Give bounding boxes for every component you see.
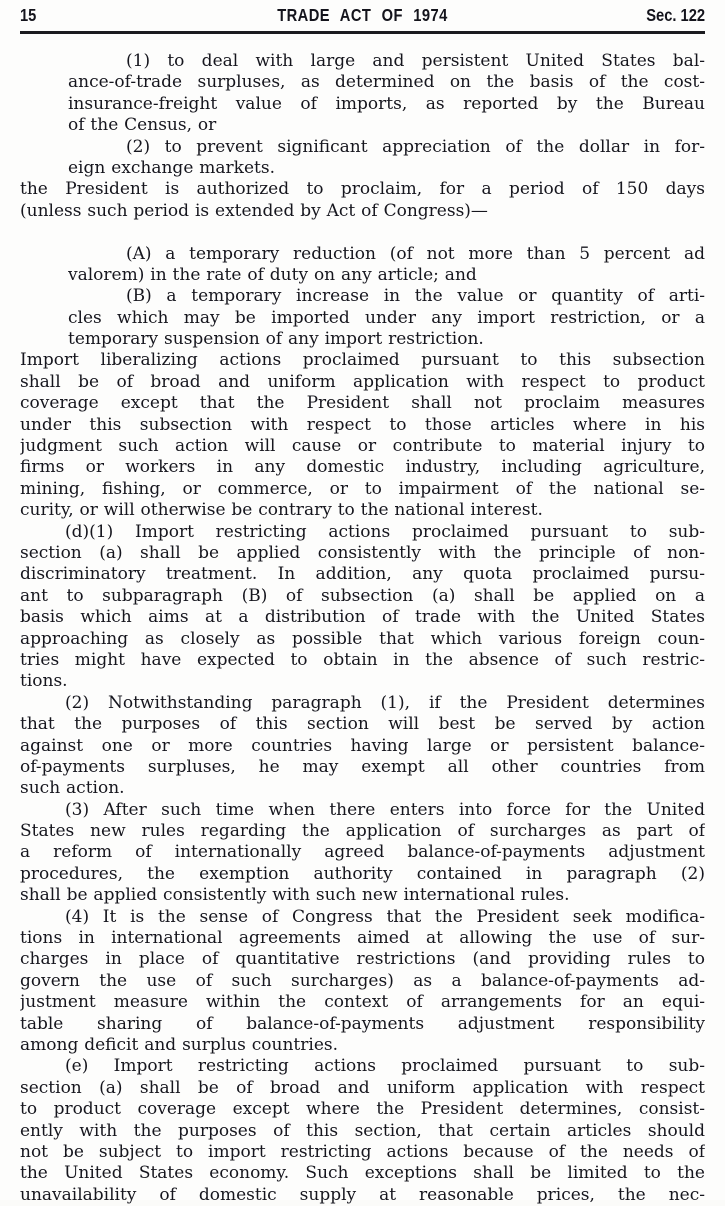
text-line: cles which may be imported under any import restriction, or a <box>68 307 705 328</box>
text-line: (B) a temporary increase in the value or quantity of arti- <box>126 286 705 307</box>
paragraph <box>20 800 705 907</box>
text-line: tions in international agreements aimed at allowing the use of sur- <box>20 928 705 949</box>
text-line: curity, or will otherwise be contrary to the national interest. <box>20 500 543 521</box>
paragraph <box>20 179 705 222</box>
text-line: coverage except that the President shall not proclaim measures <box>20 393 705 414</box>
page-number: 15 <box>20 5 37 25</box>
text-line: shall be of broad and uniform application with respect to product <box>20 371 705 392</box>
text-line: among deficit and surplus countries. <box>20 1034 339 1055</box>
text-line: valorem) in the rate of duty on any article; and <box>68 264 477 285</box>
text-line: the President is authorized to proclaim, for a period of 150 days <box>20 179 705 200</box>
text-line: table sharing of balance-of-payments adjustment responsibility <box>20 1013 705 1034</box>
text-line: ently with the purposes of this section, that certain articles should <box>20 1120 705 1141</box>
text-line: that the purposes of this section will best be served by action <box>20 714 705 735</box>
text-line: procedures, the exemption authority contained in paragraph (2) <box>20 863 705 884</box>
text-line: judgment such action will cause or contribute to material injury to <box>20 436 705 457</box>
text-line: not be subject to import restricting actions because of the needs of <box>20 1141 705 1162</box>
text-line: against one or more countries having large or persistent balance- <box>20 735 705 756</box>
text-line: tries might have expected to obtain in the absence of such restric- <box>20 649 705 670</box>
text-line: shall be applied consistently with such new international rules. <box>20 885 570 906</box>
document-body <box>20 51 705 1206</box>
text-line: section (a) shall be of broad and uniform application with respect <box>20 1077 705 1098</box>
text-line: to product coverage except where the President determines, consist- <box>20 1099 705 1120</box>
text-line: of the Census, or <box>68 115 217 136</box>
paragraph <box>68 51 705 137</box>
text-line: tions. <box>20 671 68 692</box>
text-line: temporary suspension of any import restriction. <box>68 329 484 350</box>
paragraph <box>20 350 705 521</box>
text-line: firms or workers in any domestic industry, including agriculture, <box>20 457 705 478</box>
text-line: insurance-freight value of imports, as reported by the Bureau <box>68 93 705 114</box>
text-line: section (a) shall be applied consistently with the principle of non- <box>20 542 705 563</box>
paragraph <box>68 137 705 180</box>
paragraph <box>68 286 705 350</box>
text-line: the United States economy. Such exceptions shall be limited to the <box>20 1163 705 1184</box>
text-line: (unless such period is extended by Act of Congress)— <box>20 200 488 221</box>
paragraph <box>20 1056 705 1206</box>
text-line: discriminatory treatment. In addition, any quota proclaimed pursu- <box>20 564 705 585</box>
text-line: justment measure within the context of arrangements for an equi- <box>20 992 705 1013</box>
text-line: govern the use of such surcharges) as a balance-of-payments ad- <box>20 970 705 991</box>
text-line: unavailability of domestic supply at reasonable prices, the nec- <box>20 1184 705 1205</box>
text-line: ance-of-trade surpluses, as determined on the basis of the cost- <box>68 72 705 93</box>
header-rule <box>20 31 705 34</box>
document-title: TRADE ACT OF 1974 <box>277 5 448 25</box>
text-line: mining, fishing, or commerce, or to impairment of the national se- <box>20 478 705 499</box>
section-label: Sec. 122 <box>646 5 705 25</box>
text-line: such action. <box>20 778 125 799</box>
paragraph <box>20 522 705 693</box>
text-line: eign exchange markets. <box>68 157 275 178</box>
paragraph <box>20 907 705 1057</box>
paragraph <box>20 693 705 800</box>
text-line: (A) a temporary reduction (of not more than 5 percent ad <box>126 243 705 264</box>
page-header <box>0 0 725 26</box>
text-line: approaching as closely as possible that which various foreign coun- <box>20 628 705 649</box>
text-line: Import liberalizing actions proclaimed pursuant to this subsection <box>20 350 705 371</box>
paragraph <box>68 244 705 287</box>
text-line: under this subsection with respect to those articles where in his <box>20 414 705 435</box>
text-line: (1) to deal with large and persistent United States bal- <box>126 51 705 71</box>
text-line: (2) Notwithstanding paragraph (1), if the President determines <box>65 692 705 713</box>
text-line: charges in place of quantitative restrictions (and providing rules to <box>20 949 705 970</box>
text-line: ant to subparagraph (B) of subsection (a) shall be applied on a <box>20 585 705 606</box>
text-line: (2) to prevent significant appreciation of the dollar in for- <box>126 136 705 157</box>
text-line: of-payments surpluses, he may exempt all other countries from <box>20 756 705 777</box>
text-line: (4) It is the sense of Congress that the President seek modifica- <box>65 906 705 927</box>
text-line: (3) After such time when there enters into force for the United <box>65 799 705 820</box>
text-line: basis which aims at a distribution of trade with the United States <box>20 607 705 628</box>
text-line: a reform of internationally agreed balance-of-payments adjustment <box>20 842 705 863</box>
text-line: States new rules regarding the application of surcharges as part of <box>20 821 705 842</box>
text-line: (d)(1) Import restricting actions proclaimed pursuant to sub- <box>65 521 705 542</box>
text-line: (e) Import restricting actions proclaimed pursuant to sub- <box>65 1056 705 1077</box>
